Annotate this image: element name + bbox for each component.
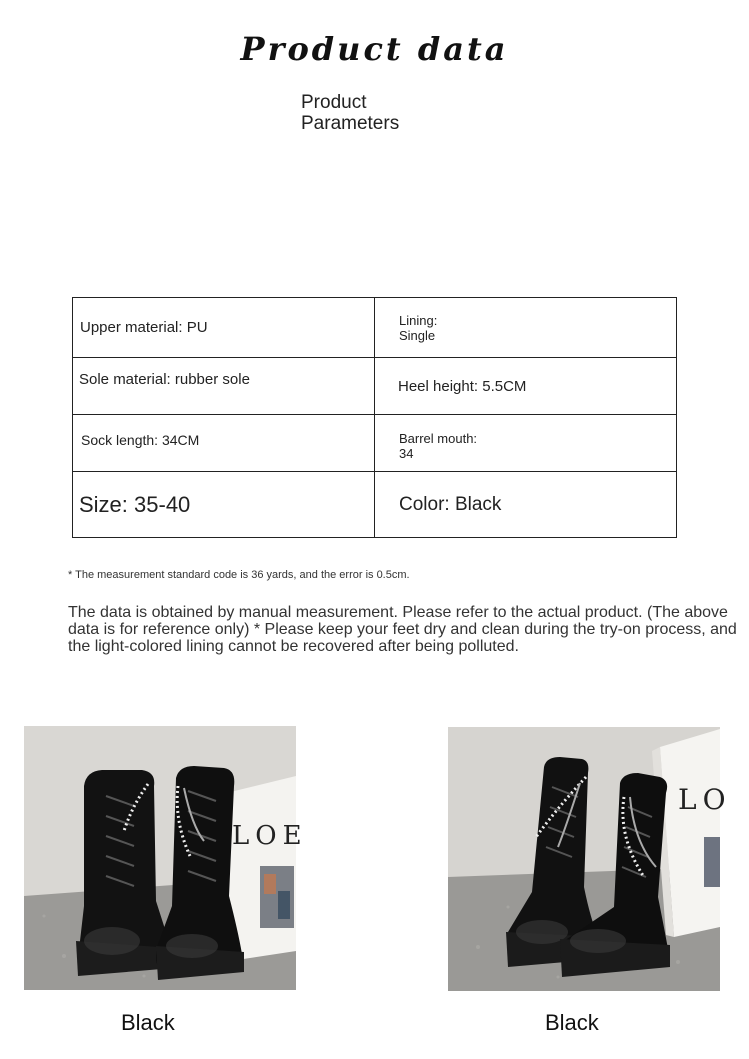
barrel-mouth-cell — [375, 415, 677, 472]
color-cell: Color: Black — [375, 472, 677, 538]
photo-caption-1: Black — [121, 1010, 175, 1035]
photo-caption-2: Black — [545, 1010, 599, 1035]
boots-image-1 — [24, 726, 308, 990]
subtitle — [301, 92, 461, 134]
sock-length-cell: Sock length: 34CM — [73, 415, 375, 472]
product-photo-1 — [24, 726, 308, 990]
table-row — [73, 298, 677, 358]
subtitle-line-1: Product — [301, 92, 367, 113]
bag-logo-text: LOE — [232, 821, 308, 851]
lining-label: Lining: — [399, 312, 438, 328]
table-row — [73, 415, 677, 472]
size-cell: Size: 35-40 — [73, 472, 375, 538]
parameters-table — [72, 297, 677, 538]
heel-height-cell: Heel height: 5.5CM — [375, 358, 677, 415]
barrel-mouth-label: Barrel mouth: — [399, 431, 478, 446]
upper-material-cell: Upper material: PU — [73, 298, 375, 358]
subtitle-line-2: Parameters — [301, 113, 400, 134]
table-row — [73, 358, 677, 415]
boots-image-2 — [448, 727, 732, 991]
measurement-note: * The measurement standard code is 36 yards, and the error is 0.5cm. — [68, 569, 410, 581]
bag-logo-text: LO — [678, 783, 732, 816]
barrel-mouth-value: 34 — [399, 446, 414, 461]
page-title: Product data — [240, 30, 509, 68]
table-row — [73, 472, 677, 538]
sole-material-cell: Sole material: rubber sole — [73, 358, 375, 415]
lining-cell — [375, 298, 677, 358]
product-photo-2 — [448, 727, 732, 991]
disclaimer-text: The data is obtained by manual measurement. Please refer to the actual product. (The above data is for reference only) * Please keep your feet dry and clean during the try-on process, and the light-colored lining cannot be recovered after being polluted. — [68, 604, 737, 655]
lining-value: Single — [399, 327, 436, 343]
